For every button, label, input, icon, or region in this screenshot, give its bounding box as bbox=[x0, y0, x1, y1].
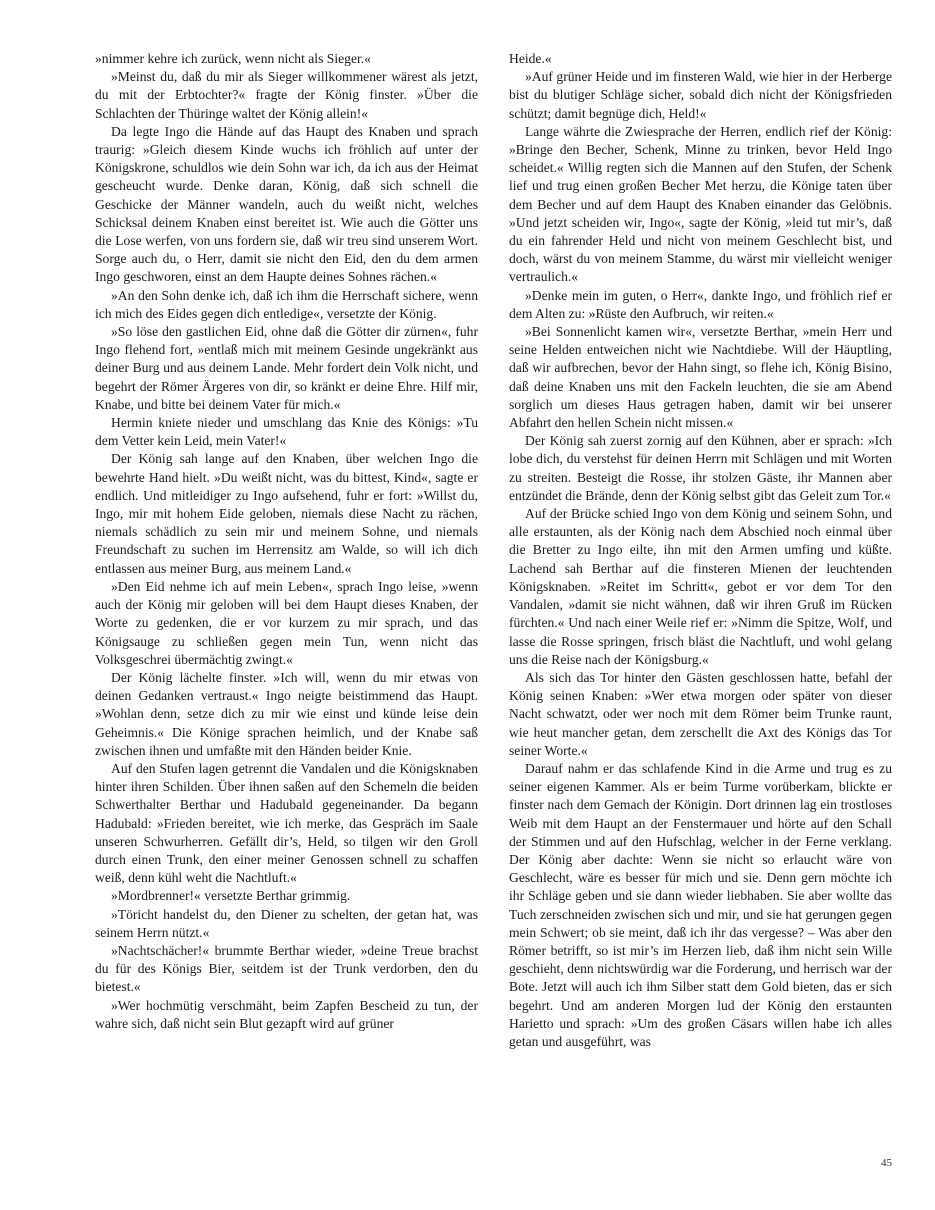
paragraph: »Mordbrenner!« versetzte Berthar grimmig. bbox=[111, 888, 351, 904]
paragraph: Der König sah lange auf den Knaben, über welchen Ingo die bewehrte Hand hielt. »Du weißt nicht, was du bittest, Kind«, sagte er endlich. Und mitleidiger zu Ingo aufsehend, fuhr er fort: »Willst du, Ingo, mir mit hohem Eide geloben, niemals diese Nacht zu rächen, niemals schädlich zu sein mir und meinem Sohne, und niemals Freundschaft zu suchen im Herrensitz am Walde, so will ich dich entlassen aus meiner Burg, aus meinem Land.« bbox=[95, 451, 478, 576]
paragraph: »Bei Sonnenlicht kamen wir«, versetzte Berthar, »mein Herr und seine Helden entweichen nicht wie Nachtdiebe. Will der Häuptling, daß wir aufbrechen, bevor der Hahn singt, so flehe ich, König Bisino, daß deine Knaben uns mit den Fackeln leuchten, die sie am Abend sorglich um dieses Haus getragen haben, damit wir bei unserer Abfahrt den hellen Schein nicht missen.« bbox=[509, 324, 892, 431]
paragraph: »Töricht handelst du, den Diener zu schelten, der getan hat, was seinem Herrn nützt.« bbox=[95, 906, 478, 940]
paragraph: Auf den Stufen lagen getrennt die Vandalen und die Königsknaben hinter ihren Schilden. Über ihnen saßen auf den Schemeln die beiden Schwerthalter Berthar und Hadubald gegeneinander. Da begann Hadubald: »Frieden bereitet, wie ich merke, das Gespräch im Saale unseren Schwurherren. Gefällt dir’s, Held, so tilgen wir den Groll durch einen Trunk, den einer meiner Genossen schnell zu schaffen weiß, denn kühl weht die Nachtluft.« bbox=[95, 760, 478, 886]
paragraph: Heide.« bbox=[509, 51, 552, 66]
paragraph: »Meinst du, daß du mir als Sieger willkommener wärest als jetzt, du mit der Erbtochter?« fragte der König finster. »Über die Schlachten der Thüringe waltet der König allein!« bbox=[95, 69, 478, 121]
paragraph: »Wer hochmütig verschmäht, beim Zapfen Bescheid zu tun, der wahre sich, daß nicht sein Blut gezapft wird auf grüner bbox=[95, 997, 478, 1031]
paragraph: Auf der Brücke schied Ingo von dem König und seinem Sohn, und alle erstaunten, als der König nach dem Abschied noch einmal über die Bretter zu Ingo eilte, ihn mit den Armen umfing und küßte. Lachend sah Berthar auf die finsteren Mienen der leuchtenden Königsknaben. »Reitet im Schritt«, gebot er vor dem Tor den Vandalen, »damit sie nicht wähnen, daß wir ihren Gruß im Rücken fürchten.« Und nach einer Weile rief er: »Nimm die Spitze, Wolf, und lasse die Rosse springen, frisch bläst die Nachtluft, und wohl gelang uns die Reise nach der Königsburg.« bbox=[509, 506, 892, 667]
paragraph: »Den Eid nehme ich auf mein Leben«, sprach Ingo leise, »wenn auch der König mir geloben will bei dem Haupt dieses Knaben, der Worte zu gedenken, die er vor kurzem zu mir sprach, und das Königsauge zu schließen gegen mein Tun, wenn nicht das Volksgeschrei übermächtig zwingt.« bbox=[95, 578, 478, 667]
paragraph: Lange währte die Zwiesprache der Herren, endlich rief der König: »Bringe den Becher, Schenk, Minne zu trinken, bevor Held Ingo scheidet.« Willig regten sich die Mannen auf den Stufen, der Schenk lief und trug einen großen Becher Met herzu, die Könige taten über dem Becher und auf dem Haupt des Knaben einander das Gelöbnis. »Und jetzt scheiden wir, Ingo«, sagte der König, »leid tut mir’s, daß du ein fahrender Held und nicht von meinem Geschlecht bist, und doch, wärst du von meinem Stamme, du wärst mir vielleicht weniger vertraulich.« bbox=[509, 123, 892, 285]
paragraph: »So löse den gastlichen Eid, ohne daß die Götter dir zürnen«, fuhr Ingo flehend fort, »entlaß mich mit meinem Gesinde ungekränkt aus deiner Burg und aus deinem Lande. Mehr fordert dein Volk nicht, und begehrt der Römer Ärgeres von dir, so kränkt er deine Ehre. Hilf mir, Knabe, und bitte bei deinem Vater für mich.« bbox=[95, 324, 478, 412]
paragraph: Da legte Ingo die Hände auf das Haupt des Knaben und sprach traurig: »Gleich diesem Kinde wuchs ich fröhlich auf unter der Königskrone, schuldlos wie dein Sohn war ich, da ich aus der Heimat gescheucht wurde. Denke daran, König, daß sich schnell die Geschicke der Männer wandeln, auch du weißt nicht, welches Schicksal deinem Knaben einst bereitet ist. Wie auch die Götter uns die Lose werfen, von uns fordern sie, daß wir treu sind unserem Wort. Sorge auch du, o Herr, damit sie nicht den Eid, den du dem armen Ingo geschworen, einst an dem Haupte deines Sohnes rächen.« bbox=[95, 123, 478, 285]
paragraph: Der König sah zuerst zornig auf den Kühnen, aber er sprach: »Ich lobe dich, du verstehst für deinen Herrn mit Schlägen und mit Worten zu streiten. Besteigt die Rosse, ihr stolzen Gäste, ihr Mannen aber entzündet die Brände, denn der König selbst gibt das Geleit zum Tor.« bbox=[509, 433, 892, 503]
paragraph: »nimmer kehre ich zurück, wenn nicht als Sieger.« bbox=[95, 51, 371, 66]
paragraph: Darauf nahm er das schlafende Kind in die Arme und trug es zu seiner eigenen Kammer. Als er beim Turme vorüberkam, blickte er finster nach dem Gemach der Königin. Dort drinnen lag ein trostloses Weib mit dem Haupt an der Fenstermauer und hörte auf den Schall der Stimmen und auf den Hufschlag, welcher in der Ferne verklang. Der König aber dachte: Wenn sie nicht so erlaucht wäre von Geschlecht, wäre es besser für mich und sie. Denn gern möchte ich ihr Schläge geben und sie dann wieder liebhaben. Sie aber wollte das Tuch zerschneiden zwischen sich und mir, und sie hat gerungen gegen mein Schwert; ob sie meint, daß ich ihr das vergesse? – Was aber den Römer betrifft, so ist mir’s im Herzen lieb, daß ihm nicht sein Wille geschieht, denn nichtswürdig war die Forderung, und herrisch war der Bote. Jetzt will auch ich ihm Silber statt dem Gold bieten, das er sich begehrt. Und am anderen Morgen lud der König den erstaunten Harietto und sprach: »Um des großen Cäsars willen habe ich alles getan und ausgeführt, was bbox=[509, 760, 892, 1049]
paragraph: Als sich das Tor hinter den Gästen geschlossen hatte, befahl der König seinen Knaben: »Wer etwa morgen oder später von dieser Nacht schwatzt, oder wer noch mit dem Römer beim Trunke raunt, wie heut mancher getan, dem zerschellt die Axt des Königs das Tor seiner Worte.« bbox=[509, 669, 892, 758]
paragraph: Hermin kniete nieder und umschlang das Knie des Königs: »Tu dem Vetter kein Leid, mein Vater!« bbox=[95, 415, 478, 449]
paragraph: »Nachtschächer!« brummte Berthar wieder, »deine Treue brachst du für des Königs Bier, seitdem ist der Trunk verdorben, den du bietest.« bbox=[95, 942, 478, 995]
right-column bbox=[509, 50, 892, 1051]
left-column bbox=[95, 50, 478, 1033]
paragraph: »Auf grüner Heide und im finsteren Wald, wie hier in der Herberge bist du blutiger Schläge sicher, sobald dich nicht der Königsfrieden schützt; damit begnüge dich, Held!« bbox=[509, 69, 892, 121]
paragraph: »Denke mein im guten, o Herr«, dankte Ingo, und fröhlich rief er dem Alten zu: »Rüste den Aufbruch, wir reiten.« bbox=[509, 287, 892, 321]
paragraph: »An den Sohn denke ich, daß ich ihm die Herrschaft sichere, wenn ich mich des Eides gegen dich entledige«, versetzte der König. bbox=[95, 287, 478, 321]
page-number: 45 bbox=[881, 1157, 892, 1169]
paragraph: Der König lächelte finster. »Ich will, wenn du mir etwas von deinen Gedanken vertraust.« Ingo neigte beistimmend das Haupt. »Wohlan denn, setze dich zu mir wie einst und künde leise dein Geheimnis.« Die Könige sprachen heimlich, und der Knabe saß zwischen ihnen und umfaßte mit den Händen beider Knie. bbox=[95, 669, 478, 758]
